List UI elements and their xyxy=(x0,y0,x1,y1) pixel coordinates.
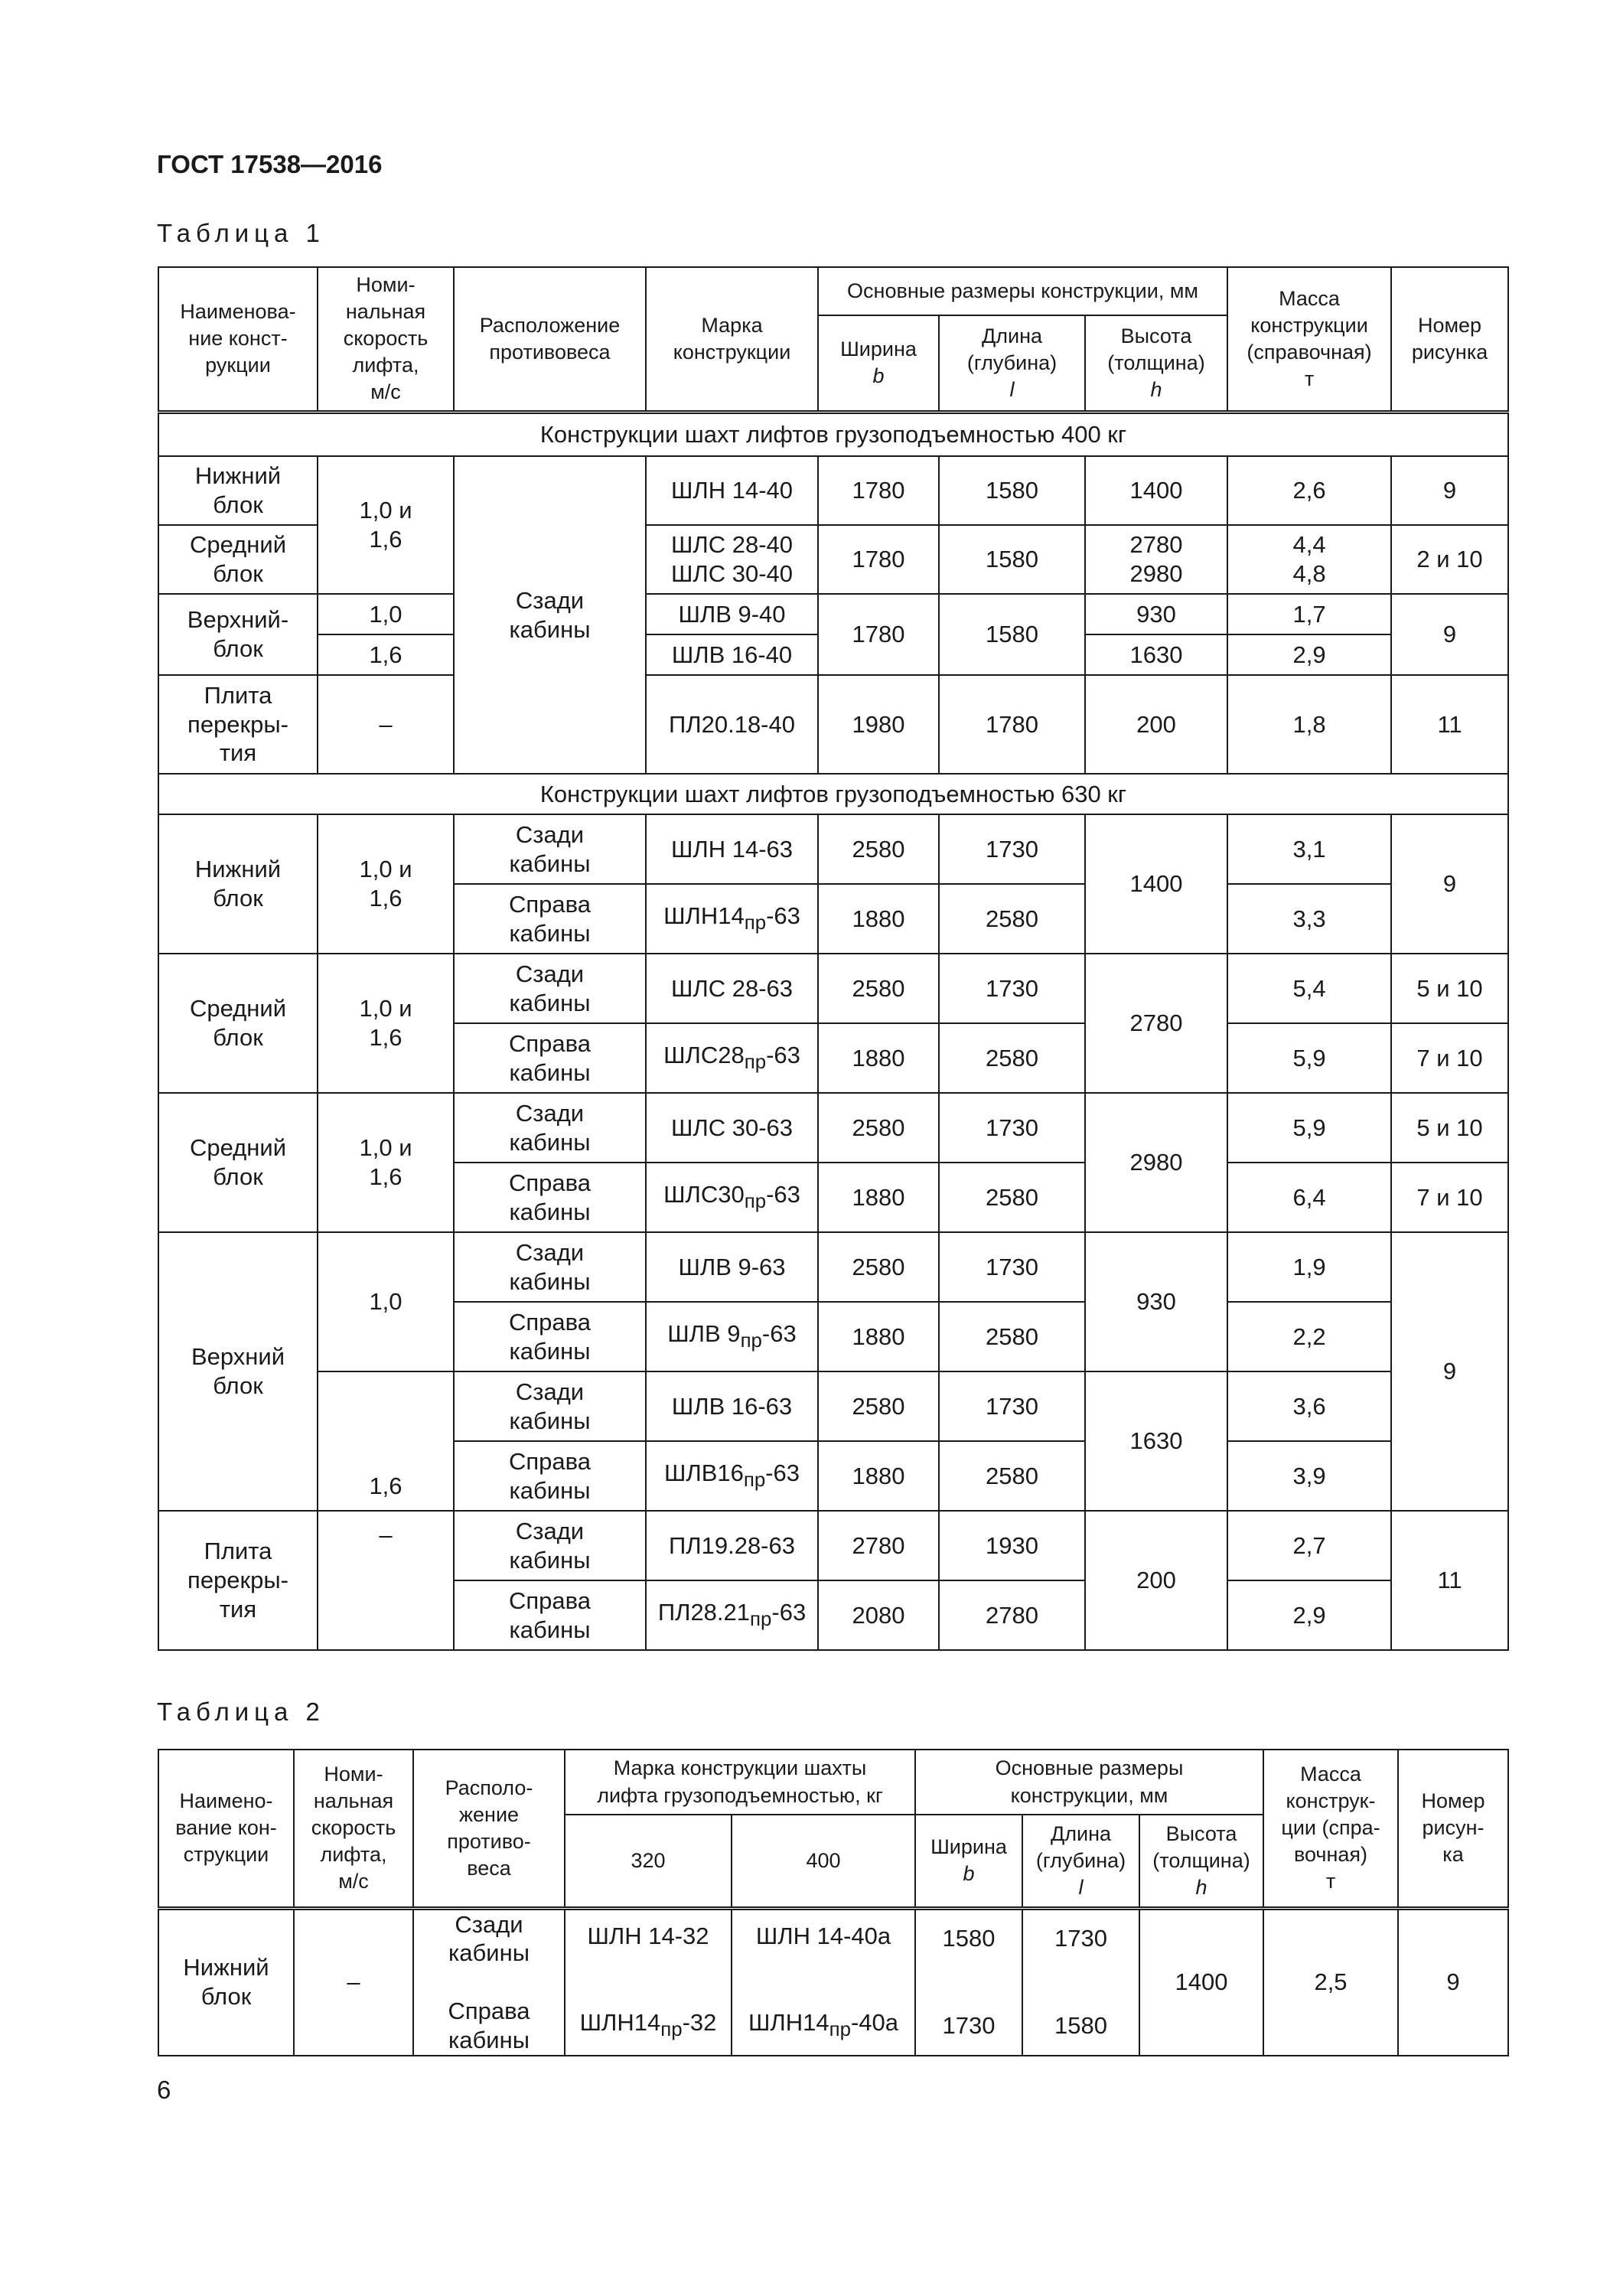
col-header-dimensions: Основные размеры конструкции, мм xyxy=(915,1750,1263,1815)
table-cell: 2580 xyxy=(818,1371,939,1441)
table-cell: 2,5 xyxy=(1263,1908,1398,2056)
table-cell: Сзади кабины Справа кабины xyxy=(413,1908,565,2056)
table-cell: 7 и 10 xyxy=(1391,1163,1508,1232)
col-header-mass: Масса конструк- ции (спра- вочная) т xyxy=(1263,1750,1398,1908)
table-cell: Сзади кабины xyxy=(454,1093,646,1163)
table-cell: 1730 xyxy=(939,814,1085,884)
table-cell: 9 xyxy=(1391,814,1508,954)
table-cell: 1,6 xyxy=(318,1371,454,1511)
col-header-width: Ширина b xyxy=(915,1815,1022,1908)
col-header-mark: Марка конструкции xyxy=(646,267,818,412)
col-header-speed: Номи- нальная скорость лифта, м/с xyxy=(318,267,454,412)
col-header-name: Наимено- вание кон- струкции xyxy=(158,1750,294,1908)
document-header: ГОСТ 17538—2016 xyxy=(157,150,383,178)
table-cell: 1400 xyxy=(1085,456,1227,525)
table-cell: 1,0 и 1,6 xyxy=(318,1093,454,1232)
table-cell: Нижний блок xyxy=(158,456,318,525)
table-cell: $ШЛС28_{пр}-63$ xyxy=(646,1023,818,1093)
col-header-height: Высота (толщина) h xyxy=(1085,315,1227,412)
table-cell: $ШЛВ16_{пр}-63$ xyxy=(646,1441,818,1511)
table-cell: 1730 xyxy=(939,954,1085,1023)
table-cell: Средний блок xyxy=(158,525,318,594)
table-cell: 2580 xyxy=(939,1302,1085,1371)
table-cell: 1630 xyxy=(1085,1371,1227,1511)
table-cell: 5,4 xyxy=(1227,954,1391,1023)
table-cell: 1880 xyxy=(818,1441,939,1511)
table-cell: 2780 2980 xyxy=(1085,525,1227,594)
table-cell: 1730 xyxy=(939,1232,1085,1302)
section-630kg: Конструкции шахт лифтов грузоподъемностью 630 кг xyxy=(158,774,1508,814)
table-cell: 1,0 xyxy=(318,1232,454,1371)
col-header-speed: Номи- нальная скорость лифта, м/с xyxy=(294,1750,413,1908)
table-cell: 1880 xyxy=(818,884,939,954)
col-header-mark: Марка конструкции шахты лифта грузоподъемностью, кг xyxy=(565,1750,915,1815)
col-header-counterweight: Располо- жение противо- веса xyxy=(413,1750,565,1908)
table-cell: 1580 xyxy=(939,456,1085,525)
table-cell: ШЛС 28-40 ШЛС 30-40 xyxy=(646,525,818,594)
table-cell: 2580 xyxy=(939,1163,1085,1232)
page-number: 6 xyxy=(157,2076,171,2104)
table-2 xyxy=(158,1749,1509,2056)
table-cell: 2 и 10 xyxy=(1391,525,1508,594)
table-cell: ПЛ19.28-63 xyxy=(646,1511,818,1580)
table-cell: Плита перекры- тия xyxy=(158,675,318,774)
table-cell: 7 и 10 xyxy=(1391,1023,1508,1093)
table-cell: Справа кабины xyxy=(454,1441,646,1511)
table-cell: ШЛН 14-40 xyxy=(646,456,818,525)
col-header-mass: Масса конструкции (справочная) т xyxy=(1227,267,1391,412)
table-cell: 4,4 4,8 xyxy=(1227,525,1391,594)
table-cell: Сзади кабины xyxy=(454,1371,646,1441)
table-cell: 1730 xyxy=(939,1093,1085,1163)
table-cell: $ПЛ28.21_{пр}-63$ xyxy=(646,1580,818,1650)
table-cell: 1580 xyxy=(939,525,1085,594)
table-cell: 2580 xyxy=(818,1093,939,1163)
table-cell: Справа кабины xyxy=(454,1302,646,1371)
table-cell: 2780 xyxy=(1085,954,1227,1093)
table-cell: 3,3 xyxy=(1227,884,1391,954)
section-400kg: Конструкции шахт лифтов грузоподъемностью 400 кг xyxy=(158,412,1508,456)
table-cell: 1730 1580 xyxy=(1022,1908,1139,2056)
table-cell: ШЛВ 16-63 xyxy=(646,1371,818,1441)
table-cell: – xyxy=(318,675,454,774)
table-1 xyxy=(158,266,1509,1651)
table-cell: 2780 xyxy=(818,1511,939,1580)
table-cell: ШЛС 28-63 xyxy=(646,954,818,1023)
table-cell: 6,4 xyxy=(1227,1163,1391,1232)
table-cell: 1880 xyxy=(818,1302,939,1371)
table-cell: 2080 xyxy=(818,1580,939,1650)
table-cell: 11 xyxy=(1391,675,1508,774)
table-cell: Нижний блок xyxy=(158,1908,294,2056)
table-cell: Сзади кабины xyxy=(454,814,646,884)
table-cell: Справа кабины xyxy=(454,884,646,954)
table-cell: 930 xyxy=(1085,594,1227,634)
table-cell: 2,9 xyxy=(1227,1580,1391,1650)
table-cell: 1580 1730 xyxy=(915,1908,1022,2056)
table-cell: Плита перекры- тия xyxy=(158,1511,318,1650)
table-cell: $ШЛС30_{пр}-63$ xyxy=(646,1163,818,1232)
table-cell: Справа кабины xyxy=(454,1023,646,1093)
table-1-caption: Таблица 1 xyxy=(157,219,325,247)
col-header-length: Длина (глубина) l xyxy=(1022,1815,1139,1908)
table-cell: 1580 xyxy=(939,594,1085,675)
table-cell: 2980 xyxy=(1085,1093,1227,1232)
table-cell: 5 и 10 xyxy=(1391,1093,1508,1163)
table-cell: 1780 xyxy=(939,675,1085,774)
table-cell: 1780 xyxy=(818,525,939,594)
table-cell: 2580 xyxy=(939,1441,1085,1511)
table-cell: 2580 xyxy=(939,884,1085,954)
table-cell: ШЛВ $9_{пр}-63$ xyxy=(646,1302,818,1371)
col-header-height: Высота (толщина) h xyxy=(1139,1815,1263,1908)
table-cell: 1,0 и 1,6 xyxy=(318,954,454,1093)
table-cell: 1630 xyxy=(1085,634,1227,675)
table-cell: 1880 xyxy=(818,1023,939,1093)
table-cell: 3,6 xyxy=(1227,1371,1391,1441)
col-header-name: Наименова- ние конст- рукции xyxy=(158,267,318,412)
col-header-figure: Номер рисун- ка xyxy=(1398,1750,1508,1908)
table-cell: 200 xyxy=(1085,675,1227,774)
table-cell: Сзади кабины xyxy=(454,1232,646,1302)
table-cell: Нижний блок xyxy=(158,814,318,954)
table-cell: 2,9 xyxy=(1227,634,1391,675)
table-cell: 1980 xyxy=(818,675,939,774)
table-cell: – xyxy=(294,1908,413,2056)
table-cell: Верхний блок xyxy=(158,1232,318,1511)
table-cell: ШЛС 30-63 xyxy=(646,1093,818,1163)
table-cell: 1880 xyxy=(818,1163,939,1232)
table-cell: 1,7 xyxy=(1227,594,1391,634)
table-cell: – xyxy=(318,1511,454,1650)
table-cell: 1780 xyxy=(818,594,939,675)
table-cell: 9 xyxy=(1391,594,1508,675)
table-cell: 1,0 xyxy=(318,594,454,634)
table-cell: 1730 xyxy=(939,1371,1085,1441)
col-header-figure: Номер рисунка xyxy=(1391,267,1508,412)
table-cell: $ШЛН14_{пр}-63$ xyxy=(646,884,818,954)
table-cell: 1,8 xyxy=(1227,675,1391,774)
table-cell: 5,9 xyxy=(1227,1023,1391,1093)
table-cell: 930 xyxy=(1085,1232,1227,1371)
table-cell: Справа кабины xyxy=(454,1580,646,1650)
table-cell: 3,1 xyxy=(1227,814,1391,884)
table-cell: ШЛН 14-40а $ШЛН14_{пр}-40а$ xyxy=(732,1908,915,2056)
col-header-counterweight: Расположение противовеса xyxy=(454,267,646,412)
col-header-length: Длина (глубина) l xyxy=(939,315,1085,412)
table-cell: 2,6 xyxy=(1227,456,1391,525)
table-cell: 2580 xyxy=(818,954,939,1023)
table-cell: Верхний- блок xyxy=(158,594,318,675)
table-cell: 2580 xyxy=(939,1023,1085,1093)
table-cell: 1,0 и 1,6 xyxy=(318,456,454,594)
table-cell: ШЛН 14-32 $ШЛН14_{пр}-32$ xyxy=(565,1908,732,2056)
table-cell: Сзади кабины xyxy=(454,954,646,1023)
table-cell: 1400 xyxy=(1139,1908,1263,2056)
table-cell: ШЛВ 16-40 xyxy=(646,634,818,675)
table-cell: 3,9 xyxy=(1227,1441,1391,1511)
col-header-dimensions: Основные размеры конструкции, мм xyxy=(818,267,1227,315)
table-cell: 9 xyxy=(1391,456,1508,525)
table-cell: ШЛН 14-63 xyxy=(646,814,818,884)
table-cell: 9 xyxy=(1398,1908,1508,2056)
table-cell: Справа кабины xyxy=(454,1163,646,1232)
table-cell: Средний блок xyxy=(158,1093,318,1232)
col-header-400: 400 xyxy=(732,1815,915,1908)
table-cell: 2,7 xyxy=(1227,1511,1391,1580)
table-cell: 2,2 xyxy=(1227,1302,1391,1371)
table-cell: 9 xyxy=(1391,1232,1508,1511)
table-cell: 2580 xyxy=(818,1232,939,1302)
col-header-320: 320 xyxy=(565,1815,732,1908)
table-cell: 11 xyxy=(1391,1511,1508,1650)
table-cell: Средний блок xyxy=(158,954,318,1093)
table-cell: ПЛ20.18-40 xyxy=(646,675,818,774)
table-cell: 1,0 и 1,6 xyxy=(318,814,454,954)
table-cell: 1,9 xyxy=(1227,1232,1391,1302)
table-2-caption: Таблица 2 xyxy=(157,1698,325,1726)
table-cell: Сзади кабины xyxy=(454,1511,646,1580)
table-cell: 2580 xyxy=(818,814,939,884)
table-cell: ШЛВ 9-40 xyxy=(646,594,818,634)
table-cell: ШЛВ 9-63 xyxy=(646,1232,818,1302)
table-cell: 1400 xyxy=(1085,814,1227,954)
table-cell: 5,9 xyxy=(1227,1093,1391,1163)
table-cell: 1930 xyxy=(939,1511,1085,1580)
table-cell: Сзади кабины xyxy=(454,456,646,774)
table-cell: 1,6 xyxy=(318,634,454,675)
table-cell: 1780 xyxy=(818,456,939,525)
col-header-width: Ширина b xyxy=(818,315,939,412)
table-cell: 200 xyxy=(1085,1511,1227,1650)
table-cell: 2780 xyxy=(939,1580,1085,1650)
table-cell: 5 и 10 xyxy=(1391,954,1508,1023)
